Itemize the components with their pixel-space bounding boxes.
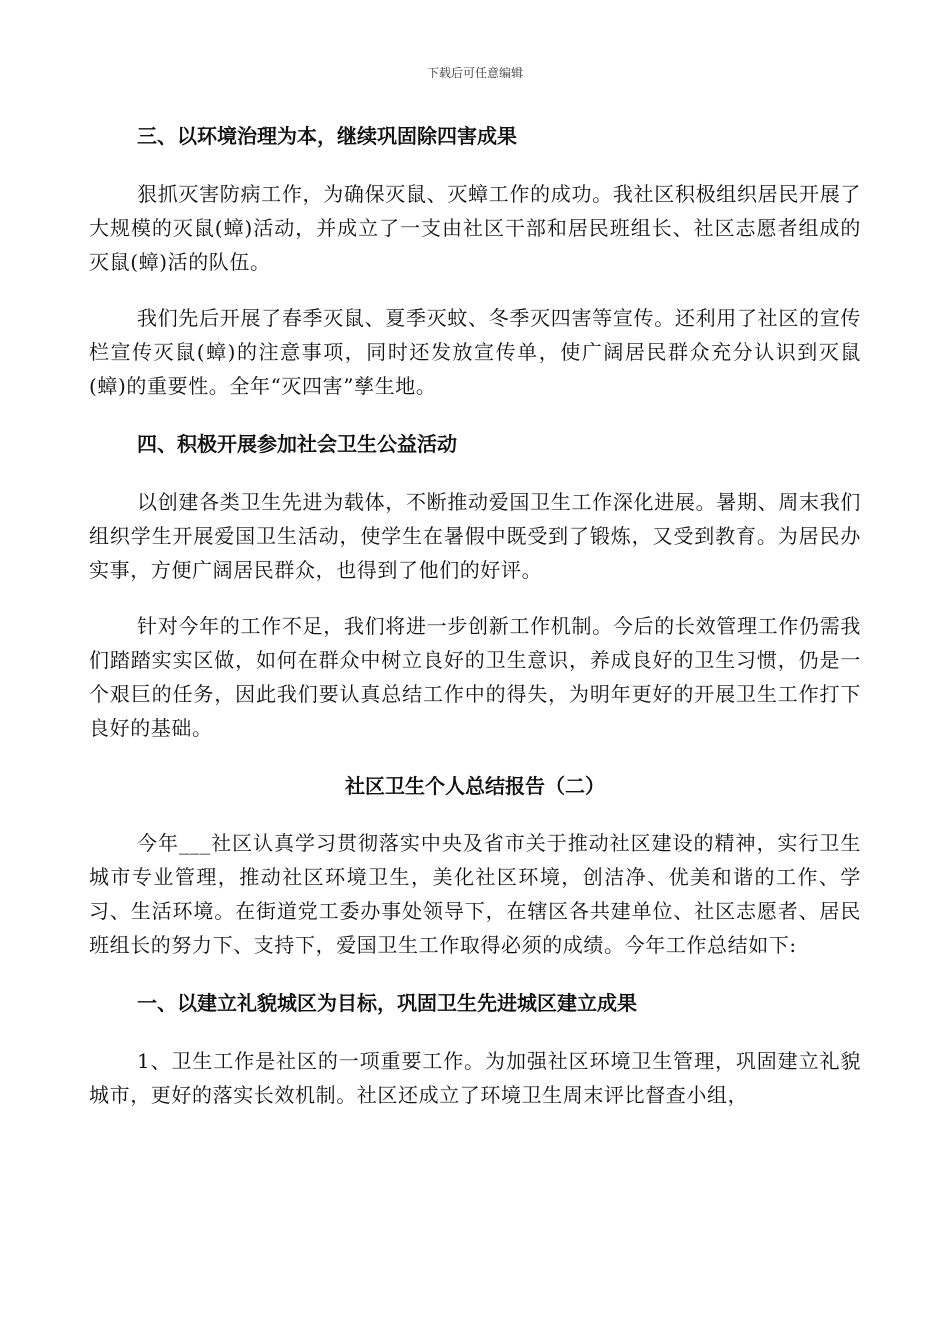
- document-body: [89, 117, 861, 1134]
- section-heading-3: 三、以环境治理为本，继续巩固除四害成果: [137, 124, 517, 148]
- paragraph: 狠抓灭害防病工作，为确保灭鼠、灭蟑工作的成功。我社区积极组织居民开展了大规模的灭鼠(蟑)活动，并成立了一支由社区干部和居民班组长、社区志愿者组成的灭鼠(蟑)活的队伍。: [89, 182, 861, 274]
- paragraph: 以创建各类卫生先进为载体，不断推动爱国卫生工作深化进展。暑期、周末我们组织学生开展爱国卫生活动，使学生在暑假中既受到了锻炼，又受到教育。为居民办实事，方便广阔居民群众，也得到了他们的好评。: [89, 490, 861, 582]
- section-heading-1: 一、以建立礼貌城区为目标，巩固卫生先进城区建立成果: [137, 991, 637, 1015]
- paragraph: 1、卫生工作是社区的一项重要工作。为加强社区环境卫生管理，巩固建立礼貌城市，更好的落实长效机制。社区还成立了环境卫生周末评比督查小组，: [89, 1049, 861, 1107]
- paragraph: 我们先后开展了春季灭鼠、夏季灭蚊、冬季灭四害等宣传。还利用了社区的宣传栏宣传灭鼠(蟑)的注意事项，同时还发放宣传单，使广阔居民群众充分认识到灭鼠(蟑)的重要性。全年“灭四害”孳生地。: [89, 306, 861, 398]
- section-heading-4: 四、积极开展参加社会卫生公益活动: [137, 432, 457, 456]
- page-header-note: 下载后可任意编辑: [426, 66, 523, 80]
- paragraph: 今年___社区认真学习贯彻落实中央及省市关于推动社区建设的精神，实行卫生城市专业管理，推动社区环境卫生，美化社区环境，创洁净、优美和谐的工作、学习、生活环境。在街道党工委办事处领导下，在辖区各共建单位、社区志愿者、居民班组长的努力下、支持下，爱国卫生工作取得必须的成绩。今年工作总结如下:: [89, 831, 861, 957]
- paragraph: 针对今年的工作不足，我们将进一步创新工作机制。今后的长效管理工作仍需我们踏踏实实区做，如何在群众中树立良好的卫生意识，养成良好的卫生习惯，仍是一个艰巨的任务，因此我们要认真总结工作中的得失，为明年更好的开展卫生工作打下良好的基础。: [89, 614, 861, 740]
- report-title: 社区卫生个人总结报告（二）: [345, 774, 605, 798]
